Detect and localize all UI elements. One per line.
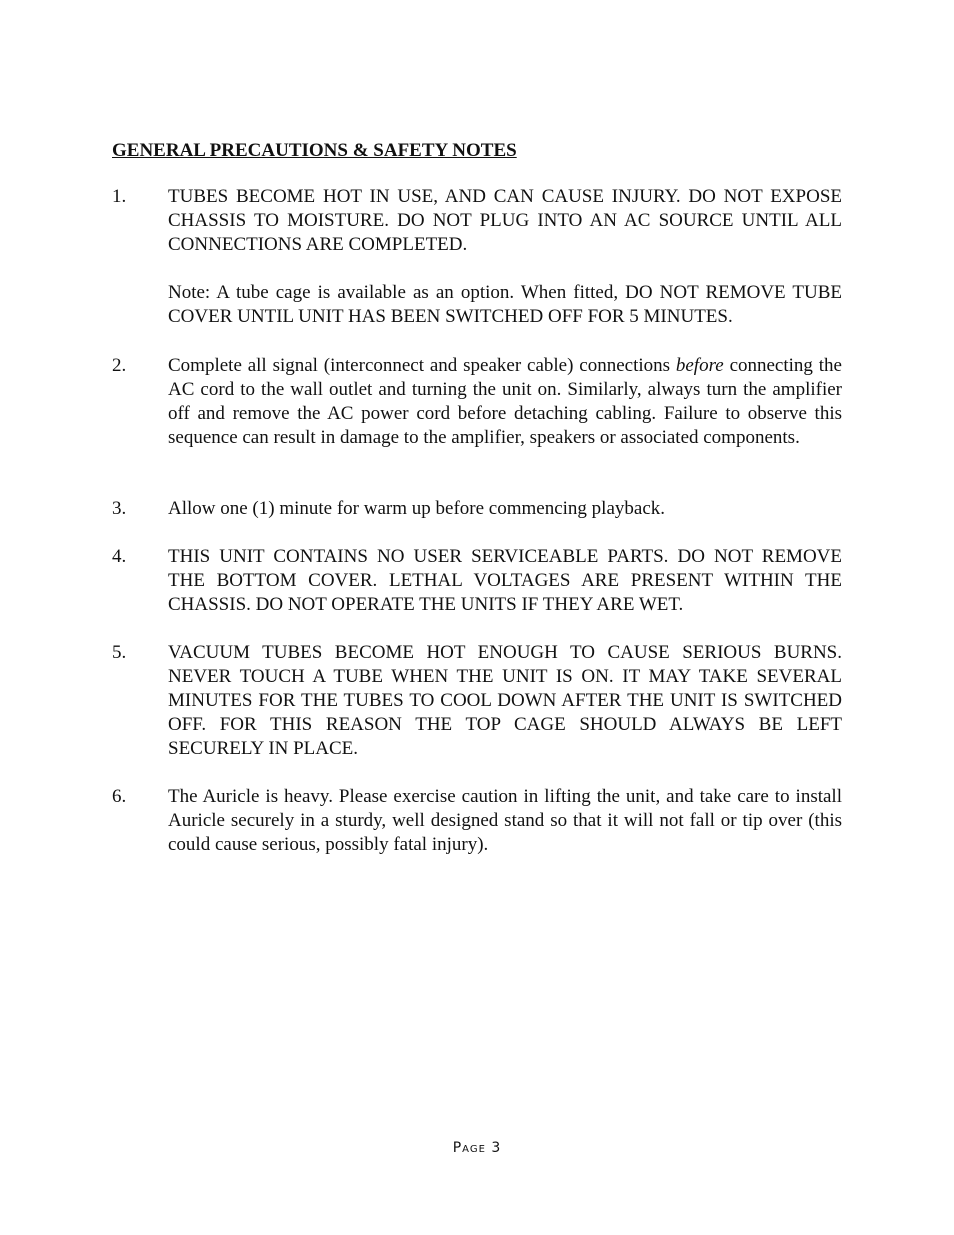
item-text-emphasis: before: [675, 355, 724, 376]
item-text: [168, 354, 842, 450]
item-number: 2.: [112, 355, 127, 376]
item-text: Allow one (1) minute for warm up before commencing playback.: [168, 498, 666, 519]
page-title: GENERAL PRECAUTIONS & SAFETY NOTES: [112, 140, 517, 161]
list-item-4: [112, 545, 842, 617]
item-text-start: Complete all signal (interconnect and speaker cable) connections: [168, 355, 676, 376]
list-item-2: [112, 354, 842, 450]
list-item-5: [112, 641, 842, 761]
item-number: 4.: [112, 546, 127, 567]
item-text: VACUUM TUBES BECOME HOT ENOUGH TO CAUSE SERIOUS BURNS. NEVER TOUCH A TUBE WHEN THE UNIT IS ON. IT MAY TAKE SEVERAL MINUTES FOR THE TUBES TO COOL DOWN AFTER THE UNIT IS SWITCHED OFF. FOR THIS REASON THE TOP CAGE SHOULD ALWAYS BE LEFT SECURELY IN PLACE.: [168, 642, 842, 759]
item-text: The Auricle is heavy. Please exercise caution in lifting the unit, and take care to install Auricle securely in a sturdy, well designed stand so that it will not fall or tip over (this could cause serious, possibly fatal injury).: [168, 786, 842, 855]
item-number: 5.: [112, 642, 127, 663]
list-item-1: [112, 185, 842, 329]
item-note: Note: A tube cage is available as an option. When fitted, DO NOT REMOVE TUBE COVER UNTIL UNIT HAS BEEN SWITCHED OFF FOR 5 MINUTES.: [168, 282, 842, 327]
page-footer: Page 3: [452, 1140, 502, 1156]
item-number: 6.: [112, 786, 127, 807]
list-item-6: [112, 785, 842, 857]
item-text-end: connecting the AC cord to the wall outlet and turning the unit on. Similarly, always turn the amplifier off and remove the AC power cord before detaching cabling. Failure to observe this sequence can result in damage to the amplifier, speakers or associated components.: [168, 355, 842, 448]
item-text: THIS UNIT CONTAINS NO USER SERVICEABLE PARTS. DO NOT REMOVE THE BOTTOM COVER. LETHAL VOLTAGES ARE PRESENT WITHIN THE CHASSIS. DO NOT OPERATE THE UNITS IF THEY ARE WET.: [168, 546, 842, 615]
item-number: 1.: [112, 186, 127, 207]
list-item-3: [112, 497, 842, 521]
item-number: 3.: [112, 498, 127, 519]
item-text: TUBES BECOME HOT IN USE, AND CAN CAUSE INJURY. DO NOT EXPOSE CHASSIS TO MOISTURE. DO NOT PLUG INTO AN AC SOURCE UNTIL ALL CONNECTIONS ARE COMPLETED.: [168, 186, 842, 255]
